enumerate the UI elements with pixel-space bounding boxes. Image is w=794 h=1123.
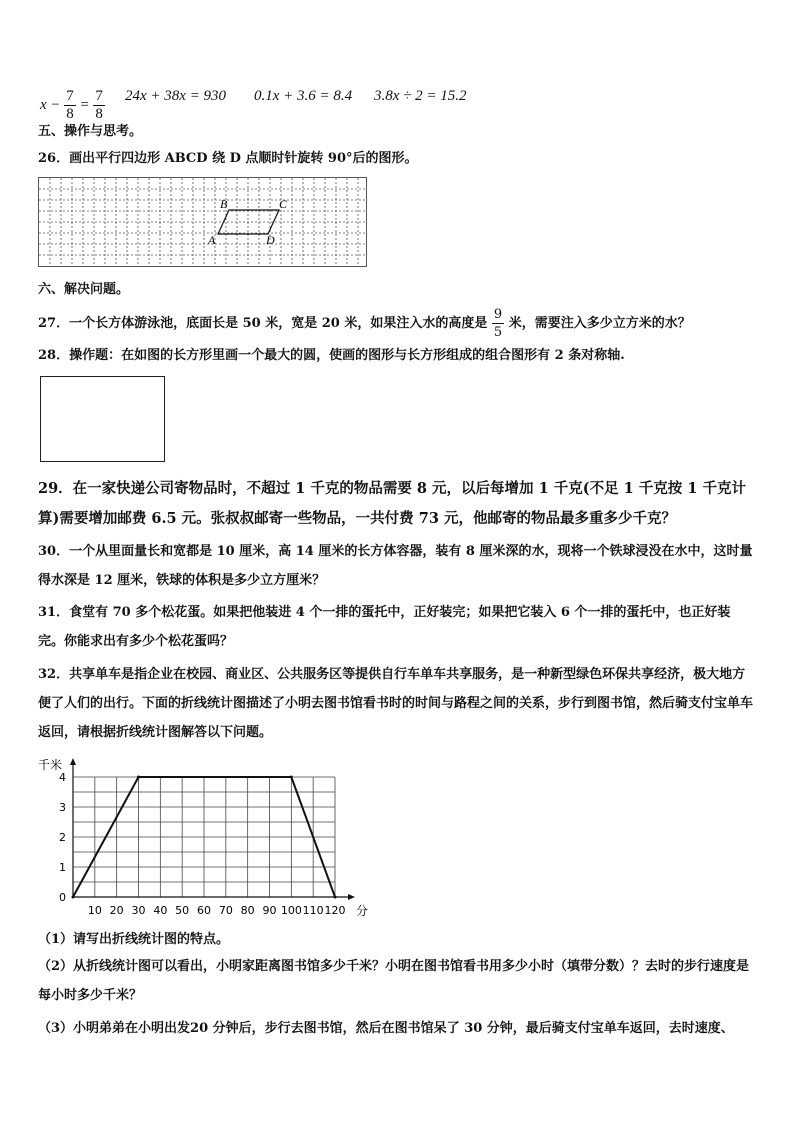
x-tick-label: 80 bbox=[240, 904, 255, 917]
q26-grid-svg bbox=[39, 178, 366, 266]
y-axis-label: 千米 bbox=[38, 758, 63, 772]
x-tick-label: 40 bbox=[153, 904, 168, 917]
x-tick-label: 70 bbox=[218, 904, 233, 917]
q26-grid-figure bbox=[38, 177, 367, 267]
line-chart bbox=[34, 755, 394, 925]
question-32-sub-2: （2）从折线统计图可以看出，小明家距离图书馆多少千米？小明在图书馆看书用多少小时（填带分数）？去时的步行速度是每小时多少千米？ bbox=[38, 959, 750, 1003]
equation-1 bbox=[40, 88, 105, 123]
series-point bbox=[290, 776, 293, 779]
eq1-variable: x bbox=[40, 96, 47, 113]
q27-fraction: $\frac{9}{5}$ bbox=[493, 307, 503, 340]
question-32-sub-1: （1）请写出折线统计图的特点。 bbox=[38, 932, 230, 947]
x-tick-label: 120 bbox=[324, 904, 346, 917]
question-32: 32．共享单车是指企业在校园、商业区、公共服务区等提供自行车单车共享服务，是一种新型绿色环保共享经济，极大地方便了人们的出行。下面的折线统计图描述了小明去图书馆看书时的时间与路程之间的关系，步行到图书馆，然后骑支付宝单车返回，请根据折线统计图解答以下问题。 bbox=[38, 667, 754, 740]
label-c: C bbox=[279, 197, 288, 211]
question-29: 29．在一家快递公司寄物品时，不超过 1 千克的物品需要 8 元，以后每增加 1 千克(不足 1 千克按 1 千克计算)需要增加邮费 6.5 元。张叔叔邮寄一些物品，一共付费 73 元，他邮寄的物品最多重多少千克？ bbox=[38, 480, 746, 527]
y-tick-label: 1 bbox=[59, 861, 66, 874]
section-6-title: 六、解决问题。 bbox=[38, 282, 130, 297]
x-tick-label: 30 bbox=[131, 904, 146, 917]
x-tick-label: 60 bbox=[197, 904, 211, 917]
question-30: 30．一个从里面量长和宽都是 10 厘米，高 14 厘米的长方体容器，装有 8 厘米深的水，现将一个铁球浸没在水中，这时量得水深是 12 厘米，铁球的体积是多少立方厘米？ bbox=[38, 544, 753, 588]
question-31: 31．食堂有 70 多个松花蛋。如果把他装进 4 个一排的蛋托中，正好装完；如果把它装入 6 个一排的蛋托中，也正好装完。你能求出有多少个松花蛋吗？ bbox=[38, 605, 731, 649]
x-tick-label: 110 bbox=[302, 904, 324, 917]
y-tick-label: 0 bbox=[59, 891, 66, 904]
q28-rectangle bbox=[40, 376, 165, 462]
x-tick-label: 100 bbox=[280, 904, 302, 917]
x-tick-label: 90 bbox=[262, 904, 277, 917]
question-32-sub-3: （3）小明弟弟在小明出发20 分钟后，步行去图书馆，然后在图书馆呆了 30 分钟，最后骑支付宝单车返回，去时速度、 bbox=[38, 1021, 734, 1036]
y-tick-label: 3 bbox=[59, 801, 66, 814]
label-b: B bbox=[220, 197, 228, 211]
eq1-fraction-left: $\frac{7}{8}$ bbox=[66, 88, 74, 122]
y-tick-label: 4 bbox=[59, 771, 66, 784]
equation-3: 0.1x + 3.6 = 8.4 bbox=[254, 88, 353, 104]
series-point bbox=[334, 896, 337, 899]
label-d: D bbox=[266, 233, 275, 247]
eq1-fraction-right: $\frac{7}{8}$ bbox=[95, 88, 103, 122]
question-26: 26．画出平行四边形 ABCD 绕 D 点顺时针旋转 90°后的图形。 bbox=[38, 151, 418, 166]
series-point bbox=[72, 896, 75, 899]
y-tick-label: 2 bbox=[59, 831, 66, 844]
x-tick-label: 20 bbox=[109, 904, 124, 917]
y-axis-arrow bbox=[70, 758, 76, 765]
question-28: 28．操作题：在如图的长方形里画一个最大的圆，使画的图形与长方形组成的组合图形有 2 条对称轴. bbox=[38, 348, 625, 363]
section-5-title: 五、操作与思考。 bbox=[38, 124, 143, 139]
x-axis-arrow bbox=[348, 894, 355, 900]
x-axis-label: 分 bbox=[356, 904, 369, 918]
question-27: 27．一个长方体游泳池，底面长是 50 米，宽是 20 米，如果注入水的高度是 $\frac{9}{5}$ 米，需要注入多少立方米的水？ bbox=[38, 307, 691, 340]
eq1-equals: = bbox=[79, 96, 90, 113]
equation-2: 24x + 38x = 930 bbox=[125, 88, 227, 104]
x-tick-label: 10 bbox=[87, 904, 102, 917]
equation-4: 3.8x ÷ 2 = 15.2 bbox=[374, 88, 467, 104]
x-tick-label: 50 bbox=[175, 904, 190, 917]
label-a: A bbox=[208, 233, 216, 247]
series-point bbox=[137, 776, 140, 779]
eq1-minus: − bbox=[50, 96, 61, 113]
